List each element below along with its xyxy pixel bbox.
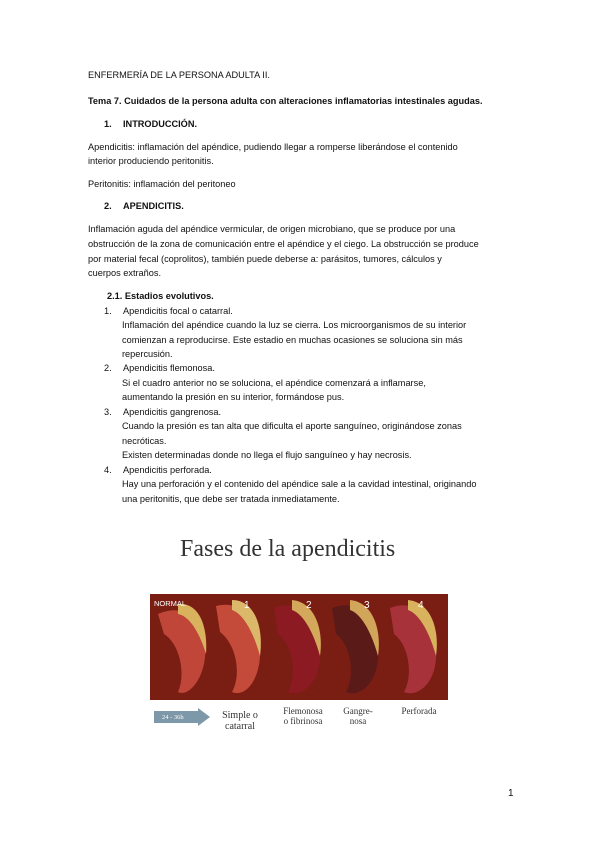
topic-title: Tema 7. Cuidados de la persona adulta con alteraciones inflamatorias intestinales agudas. (88, 96, 483, 106)
stage-text: una peritonitis, que debe ser tratada inmediatamente. (122, 494, 340, 504)
timeline-label: 24 - 36h (162, 714, 184, 721)
stage-text: Si el cuadro anterior no se soluciona, el apéndice comenzará a inflamarse, (122, 378, 426, 388)
caption-stage-4: Perforada (401, 706, 437, 716)
stage-text: Inflamación del apéndice cuando la luz se cierra. Los microorganismos de su interior (122, 320, 467, 330)
panel-label: 1 (244, 600, 250, 611)
stage-title: 1. Apendicitis focal o catarral. (104, 306, 233, 316)
section-1-heading: 1. INTRODUCCIÓN. (104, 119, 198, 129)
page-number: 1 (508, 788, 514, 799)
stage-title: 3. Apendicitis gangrenosa. (104, 407, 222, 417)
stage-text: aumentando la presión en su interior, formándose pus. (122, 392, 345, 402)
panel-label: 3 (364, 600, 370, 611)
appendicitis-phases-figure (150, 530, 450, 740)
stage-text: Hay una perforación y el contenido del apéndice sale a la cavidad intestinal, originando (122, 479, 477, 489)
figure-title: Fases de la apendicitis (180, 536, 396, 562)
subsection-heading: 2.1. Estadios evolutivos. (107, 291, 214, 301)
stage-text: Cuando la presión es tan alta que dificulta el aporte sanguíneo, originándose zonas (122, 421, 462, 431)
intro-line: interior produciendo peritonitis. (88, 156, 214, 166)
stage-text: necróticas. (122, 436, 167, 446)
caption-stage-1: Simple o catarral (222, 710, 258, 732)
peritonitis-definition: Peritonitis: inflamación del peritoneo (88, 179, 236, 189)
apendicitis-line: cuerpos extraños. (88, 268, 162, 278)
panel-label-normal: NORMAL (154, 599, 187, 608)
intro-line: Apendicitis: inflamación del apéndice, pudiendo llegar a romperse liberándose el contenido (88, 142, 458, 152)
stage-title: 4. Apendicitis perforada. (104, 465, 212, 475)
caption-stage-3: Gangre- nosa (343, 706, 373, 726)
stage-text: repercusión. (122, 349, 173, 359)
stage-text: comienzan a reproducirse. Este estadio en muchas ocasiones se soluciona sin más (122, 335, 463, 345)
caption-stage-2: Flemonosa o fibrinosa (283, 706, 323, 726)
stage-text: Existen determinadas donde no llega el flujo sanguíneo y hay necrosis. (122, 450, 412, 460)
header: ENFERMERÍA DE LA PERSONA ADULTA II. (88, 70, 270, 80)
apendicitis-line: obstrucción de la zona de comunicación entre el apéndice y el ciego. La obstrucción se produce (88, 239, 479, 249)
appendix-stages-illustration (150, 594, 448, 700)
section-2-heading: 2. APENDICITIS. (104, 201, 184, 211)
stage-title: 2. Apendicitis flemonosa. (104, 363, 215, 373)
panel-label: 4 (418, 600, 424, 611)
panel-label: 2 (306, 600, 312, 611)
apendicitis-line: Inflamación aguda del apéndice vermicular, de origen microbiano, que se produce por una (88, 224, 456, 234)
apendicitis-line: por material fecal (coprolitos), también puede deberse a: parásitos, tumores, cálculos y (88, 254, 442, 264)
